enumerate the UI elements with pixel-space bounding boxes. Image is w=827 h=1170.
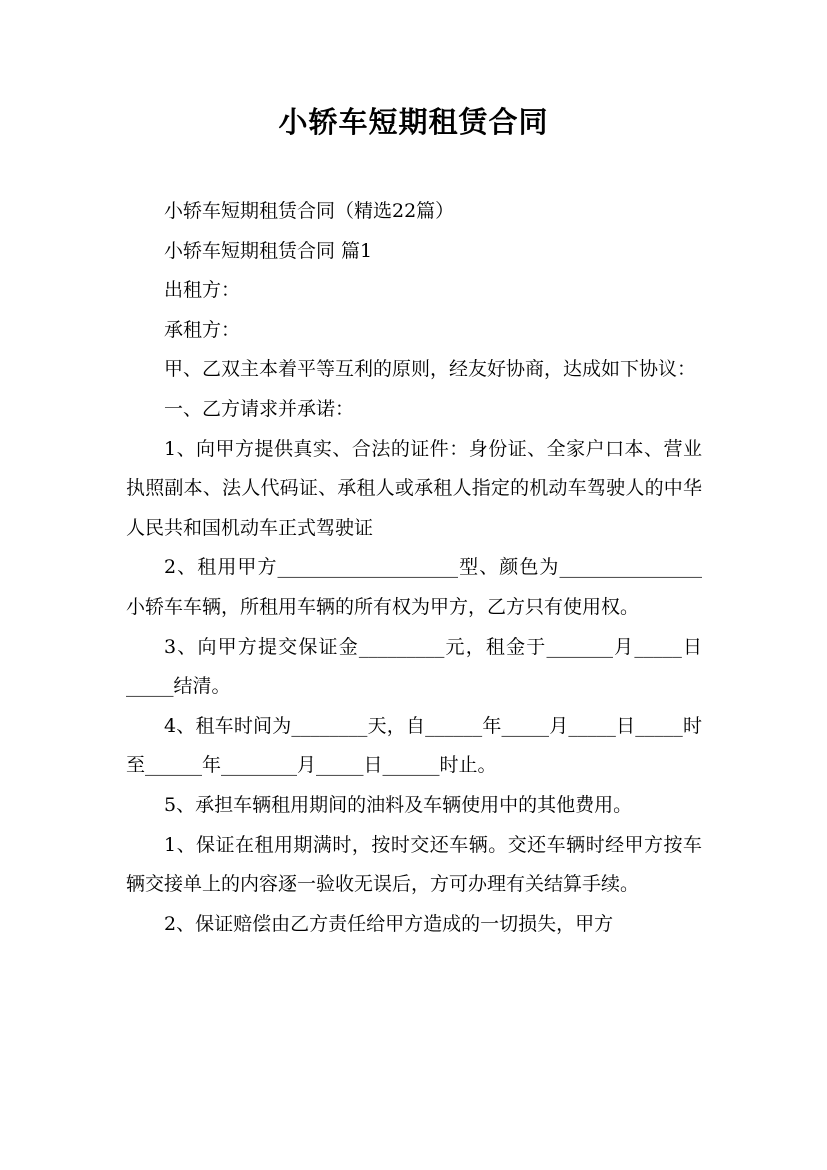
paragraph-section-heading: 小轿车短期租赁合同 篇1 bbox=[164, 239, 373, 262]
document-body bbox=[126, 192, 702, 944]
paragraph-lessee: 承租方： bbox=[164, 318, 241, 341]
paragraph-return-clause-1: 1、保证在租用期满时，按时交还车辆。交还车辆时经甲方按车辆交接单上的内容逐一验收无误后，方可办理有关结算手续。 bbox=[126, 833, 702, 896]
paragraph-clause-1-documents: 1、向甲方提供真实、合法的证件：身份证、全家户口本、营业执照副本、法人代码证、承租人或承租人指定的机动车驾驶人的中华人民共和国机动车正式驾驶证 bbox=[126, 437, 702, 539]
paragraph-preamble: 甲、乙双主本着平等互利的原则，经友好协商，达成如下协议： bbox=[164, 358, 697, 381]
paragraph-clause-2-vehicle: 2、租用甲方___________________型、颜色为_______________小轿车车辆，所租用车辆的所有权为甲方，乙方只有使用权。 bbox=[126, 556, 702, 618]
document-title: 小轿车短期租赁合同 bbox=[278, 105, 549, 139]
paragraph-clause-5-fuel-costs: 5、承担车辆租用期间的油料及车辆使用中的其他费用。 bbox=[164, 793, 633, 816]
paragraph-clause-4-rental-period: 4、租车时间为________天，自______年_____月_____日_____时至______年________月_____日______时止。 bbox=[126, 714, 702, 777]
paragraph-lessor: 出租方： bbox=[164, 279, 241, 302]
paragraph-lessee-commitments-heading: 一、乙方请求并承诺： bbox=[164, 397, 355, 420]
paragraph-return-clause-2: 2、保证赔偿由乙方责任给甲方造成的一切损失，甲方 bbox=[164, 912, 614, 935]
paragraph-clause-3-deposit: 3、向甲方提交保证金_________元，租金于_______月_____日_____结清。 bbox=[126, 635, 702, 698]
paragraph-subtitle: 小轿车短期租赁合同（精选22篇） bbox=[164, 200, 455, 222]
